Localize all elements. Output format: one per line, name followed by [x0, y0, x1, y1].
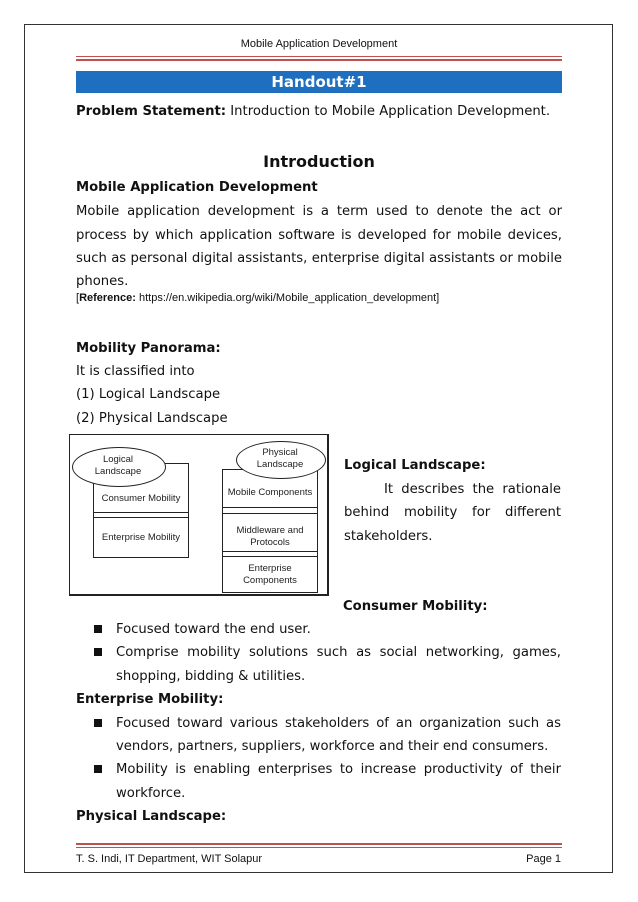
- intro-subtitle: Mobile Application Development: [76, 180, 318, 195]
- middleware-line-2: Protocols: [250, 537, 290, 548]
- mobility-panorama-diagram: [69, 434, 329, 596]
- intro-title: Introduction: [263, 152, 375, 171]
- bullet-square-icon: [94, 625, 102, 633]
- logical-divider: [93, 512, 189, 513]
- physical-divider-1: [222, 507, 318, 508]
- reference: [76, 292, 439, 304]
- bullet-square-icon: [94, 765, 102, 773]
- consumer-bullet-1: Focused toward the end user.: [116, 622, 311, 637]
- consumer-bullet-2-line-1: Comprise mobility solutions such as social networking, games,: [116, 645, 561, 660]
- footer-page-number: Page 1: [526, 853, 561, 865]
- consumer-mobility-title: Consumer Mobility:: [343, 599, 488, 614]
- footer-rule-thick: [76, 843, 562, 845]
- enterprise-bullet-2-line-2: workforce.: [116, 786, 186, 801]
- physical-label-line-2: Landscape: [256, 459, 304, 470]
- logical-label-line-2: Landscape: [94, 466, 142, 477]
- physical-divider-3: [222, 551, 318, 552]
- logical-line-2: behind mobility for different: [344, 505, 561, 520]
- middleware-line-1: Middleware and: [236, 525, 304, 536]
- ent-comp-line-2: Components: [243, 575, 297, 586]
- panorama-line-3: (2) Physical Landscape: [76, 411, 228, 426]
- physical-divider-2: [222, 513, 318, 514]
- header-title: Mobile Application Development: [240, 38, 398, 50]
- intro-para-line-2: process by which application software is developed for mobile devices,: [76, 228, 562, 243]
- physical-landscape-label: [236, 447, 324, 471]
- reference-url[interactable]: https://en.wikipedia.org/wiki/Mobile_application_development]: [135, 292, 440, 304]
- logical-landscape-label: [72, 454, 164, 478]
- panorama-line-1: It is classified into: [76, 364, 195, 379]
- footer-rule: [76, 847, 562, 848]
- mobile-components-label: Mobile Components: [227, 487, 313, 498]
- panorama-title: Mobility Panorama:: [76, 341, 221, 356]
- enterprise-bullet-2-line-1: Mobility is enabling enterprises to increase productivity of their: [116, 762, 561, 777]
- problem-label: Problem Statement:: [76, 104, 227, 119]
- intro-para-line-1: Mobile application development is a term used to denote the act or: [76, 204, 562, 219]
- ent-comp-line-1: Enterprise: [248, 563, 292, 574]
- header-rule-thick: [76, 59, 562, 61]
- intro-para-line-3: such as personal digital assistants, enterprise digital assistants or mobile: [76, 251, 562, 266]
- physical-label-line-1: Physical: [262, 447, 298, 458]
- logical-landscape-title: Logical Landscape:: [344, 458, 486, 473]
- bullet-square-icon: [94, 719, 102, 727]
- reference-bracket: [: [76, 292, 80, 304]
- physical-divider-4: [222, 556, 318, 557]
- panorama-line-2: (1) Logical Landscape: [76, 387, 221, 402]
- physical-landscape-title: Physical Landscape:: [76, 809, 227, 824]
- enterprise-components-label: [222, 563, 318, 587]
- bullet-square-icon: [94, 648, 102, 656]
- enterprise-mobility-title: Enterprise Mobility:: [76, 692, 224, 707]
- enterprise-mobility-label: Enterprise Mobility: [101, 532, 181, 543]
- consumer-bullet-2-line-2: shopping, bidding & utilities.: [116, 669, 306, 684]
- reference-label: Reference:: [79, 292, 136, 304]
- problem-statement: [76, 103, 550, 121]
- logical-label-line-1: Logical: [102, 454, 134, 465]
- logical-line-1: It describes the rationale: [384, 482, 561, 497]
- handout-title-bar: Handout#1: [76, 71, 562, 93]
- enterprise-bullet-1-line-2: vendors, partners, suppliers, workforce and their end consumers.: [116, 739, 549, 754]
- logical-line-3: stakeholders.: [344, 529, 433, 544]
- footer-author: T. S. Indi, IT Department, WIT Solapur: [76, 853, 263, 865]
- logical-divider-2: [93, 517, 189, 518]
- header-rule: [76, 56, 562, 57]
- problem-text: Introduction to Mobile Application Development.: [226, 104, 551, 119]
- middleware-label: [222, 525, 318, 549]
- intro-para-line-4: phones.: [76, 274, 129, 289]
- enterprise-bullet-1-line-1: Focused toward various stakeholders of an organization such as: [116, 716, 561, 731]
- consumer-mobility-label: Consumer Mobility: [101, 493, 181, 504]
